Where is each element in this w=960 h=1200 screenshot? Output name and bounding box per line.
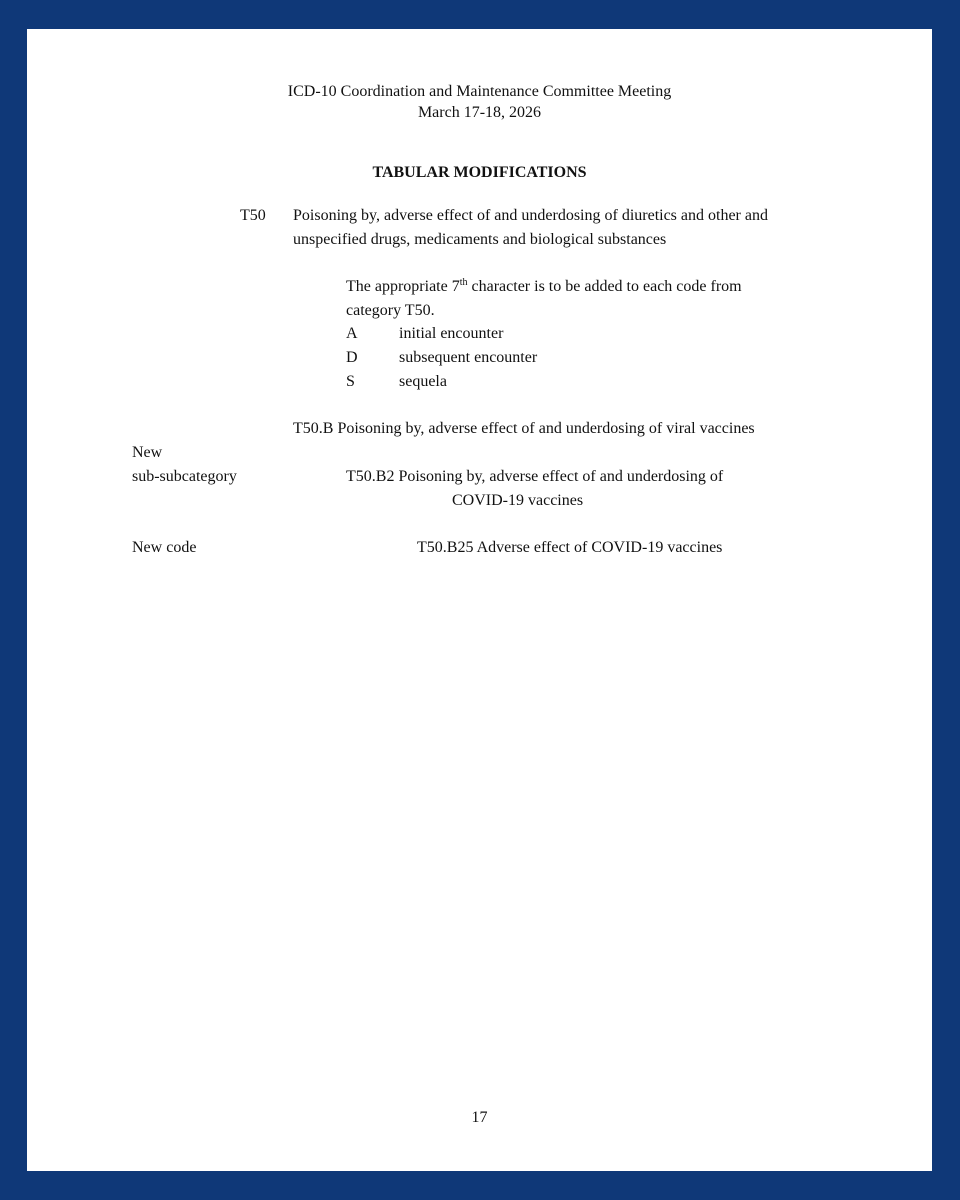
category-title-line2: unspecified drugs, medicaments and biological substances — [293, 231, 667, 248]
document-page — [27, 29, 932, 1171]
instruction-text-pre: The appropriate 7 — [346, 278, 460, 295]
instruction-text-post: character is to be added to each code from — [467, 278, 742, 295]
new-code-t50b25: T50.B25 Adverse effect of COVID-19 vaccines — [417, 539, 723, 556]
new-code-label: New code — [132, 539, 197, 556]
option-key-a: A — [346, 325, 358, 342]
header-date: March 17-18, 2026 — [417, 104, 542, 121]
header-title: ICD-10 Coordination and Maintenance Committee Meeting — [287, 83, 672, 100]
page-number: 17 — [471, 1109, 488, 1126]
sub-subcategory-t50b2-line1: T50.B2 Poisoning by, adverse effect of and underdosing of — [346, 468, 724, 485]
option-desc-s: sequela — [399, 373, 447, 390]
option-desc-d: subsequent encounter — [399, 349, 538, 366]
new-label: New — [132, 444, 163, 461]
option-desc-a: initial encounter — [399, 325, 504, 342]
instruction-superscript: th — [459, 277, 468, 288]
option-key-d: D — [346, 349, 358, 366]
sub-subcategory-t50b2-line2: COVID-19 vaccines — [452, 492, 584, 509]
seventh-char-instruction-line2: category T50. — [346, 302, 435, 319]
seventh-char-instruction — [346, 275, 742, 299]
section-title: TABULAR MODIFICATIONS — [372, 164, 587, 181]
category-title-line1: Poisoning by, adverse effect of and underdosing of diuretics and other and — [293, 207, 768, 224]
subcategory-t50b: T50.B Poisoning by, adverse effect of and underdosing of viral vaccines — [293, 420, 755, 437]
option-key-s: S — [346, 373, 355, 390]
sub-subcategory-label: sub-subcategory — [132, 468, 237, 485]
category-code: T50 — [240, 207, 266, 224]
